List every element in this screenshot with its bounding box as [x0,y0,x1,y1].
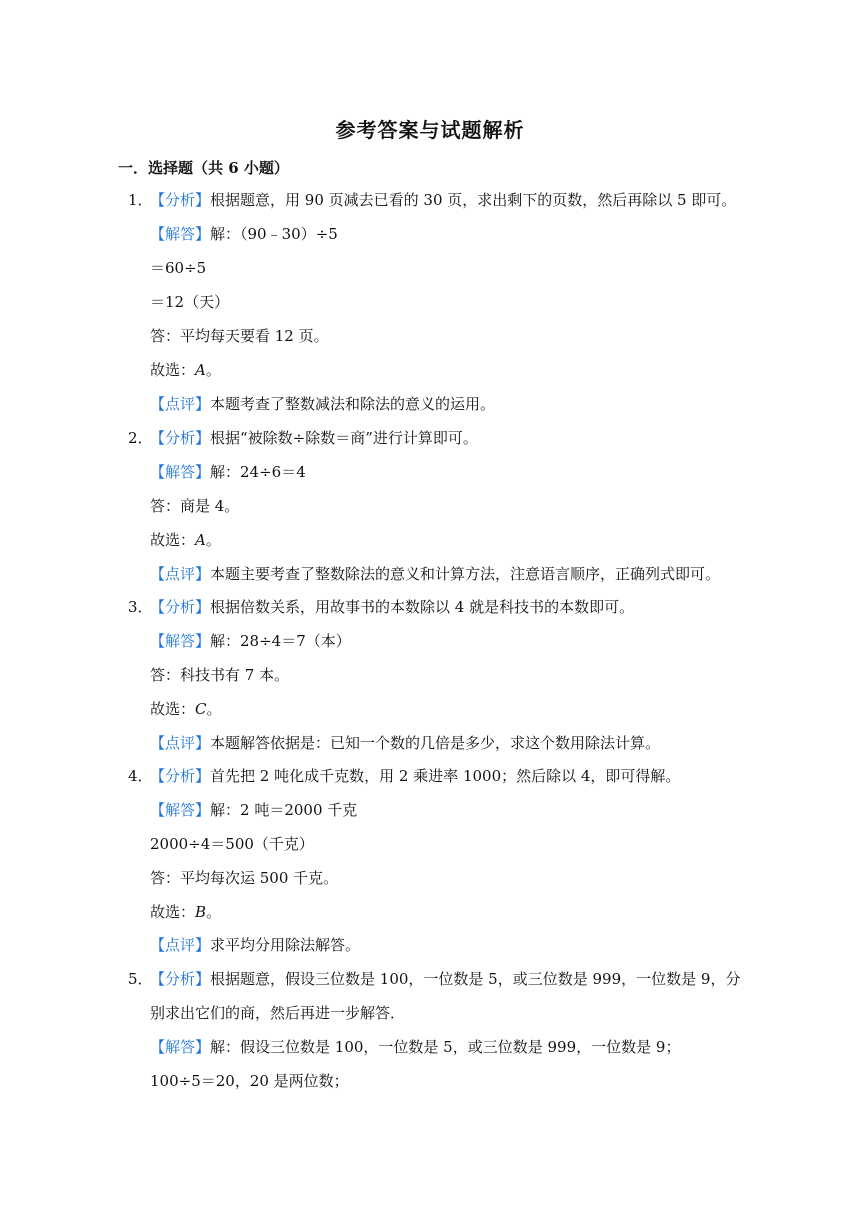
question-number: 5． [128,970,153,988]
question-number: 2． [128,429,153,447]
choice-suffix: 。 [205,531,221,549]
analysis-tag: 【分析】 [150,767,211,785]
comment-line [150,394,495,414]
analysis-text: 根据题意，用 90 页减去已看的 30 页，求出剩下的页数，然后再除以 5 即可。 [210,191,737,209]
analysis-line [150,597,634,617]
comment-text: 本题主要考查了整数除法的意义和计算方法，注意语言顺序，正确列式即可。 [210,565,721,583]
answer-line: 答：商是 4。 [150,497,240,515]
solution-line [150,224,338,244]
solution-line [150,631,351,651]
answer-line: 答：平均每天要看 12 页。 [150,327,329,345]
question-number: 3． [128,598,153,616]
solution-line [150,1037,680,1057]
analysis-line [150,969,740,989]
choice-line [150,902,221,922]
choice-letter: A [195,361,206,379]
choice-line [150,360,221,380]
solution-text: 解：（90﹣30）÷5 [210,225,338,243]
solution-line [150,800,357,820]
analysis-text: 首先把 2 吨化成千克数，用 2 乘进率 1000；然后除以 4，即可得解。 [210,767,681,785]
choice-prefix: 故选： [150,361,196,379]
comment-tag: 【点评】 [150,734,211,752]
choice-suffix: 。 [206,700,222,718]
step-line: 2000÷4＝500（千克） [150,835,314,853]
page-title: 参考答案与试题解析 [335,118,525,142]
solution-text: 解：24÷6＝4 [210,463,306,481]
analysis-line [150,766,680,786]
choice-letter: A [195,531,206,549]
choice-letter: B [195,903,207,921]
analysis-text: 根据倍数关系，用故事书的本数除以 4 就是科技书的本数即可。 [210,598,635,616]
answer-line: 答：科技书有 7 本。 [150,666,290,684]
solution-tag: 【解答】 [150,463,211,481]
comment-text: 求平均分用除法解答。 [210,936,361,954]
choice-prefix: 故选： [150,700,196,718]
question-number: 1． [128,191,153,209]
answer-line: 答：平均每次运 500 千克。 [150,869,339,887]
step-line: ＝60÷5 [150,259,207,277]
question-number: 4． [128,767,153,785]
comment-text: 本题考查了整数减法和除法的意义的运用。 [210,395,496,413]
step-line: 100÷5＝20，20 是两位数； [150,1072,349,1090]
analysis-line [150,190,736,210]
solution-text: 解：假设三位数是 100，一位数是 5，或三位数是 999，一位数是 9； [210,1038,681,1056]
analysis-tag: 【分析】 [150,429,211,447]
choice-letter: C [195,700,207,718]
solution-text: 解：2 吨＝2000 千克 [210,801,358,819]
analysis-tag: 【分析】 [150,598,211,616]
comment-line [150,733,660,753]
analysis-line [150,428,478,448]
comment-tag: 【点评】 [150,936,211,954]
comment-tag: 【点评】 [150,395,211,413]
choice-line [150,699,222,719]
comment-tag: 【点评】 [150,565,211,583]
solution-line [150,462,306,482]
choice-suffix: 。 [206,903,222,921]
analysis-tag: 【分析】 [150,191,211,209]
choice-prefix: 故选： [150,531,196,549]
solution-tag: 【解答】 [150,1038,211,1056]
solution-tag: 【解答】 [150,801,211,819]
choice-line [150,530,221,550]
solution-text: 解：28÷4＝7（本） [210,632,351,650]
solution-tag: 【解答】 [150,632,211,650]
comment-line [150,935,360,955]
comment-text: 本题解答依据是：已知一个数的几倍是多少，求这个数用除法计算。 [210,734,661,752]
analysis-tag: 【分析】 [150,970,211,988]
choice-prefix: 故选： [150,903,196,921]
comment-line [150,564,720,584]
step-line: ＝12（天） [150,293,230,311]
solution-tag: 【解答】 [150,225,211,243]
analysis-text: 根据题意，假设三位数是 100，一位数是 5，或三位数是 999，一位数是 9，分 [210,970,741,988]
choice-suffix: 。 [205,361,221,379]
analysis-text: 根据“被除数÷除数＝商”进行计算即可。 [210,429,478,447]
analysis-continued: 别求出它们的商，然后再进一步解答． [150,1004,406,1022]
section-heading: 一．选择题（共 6 小题） [118,159,289,177]
